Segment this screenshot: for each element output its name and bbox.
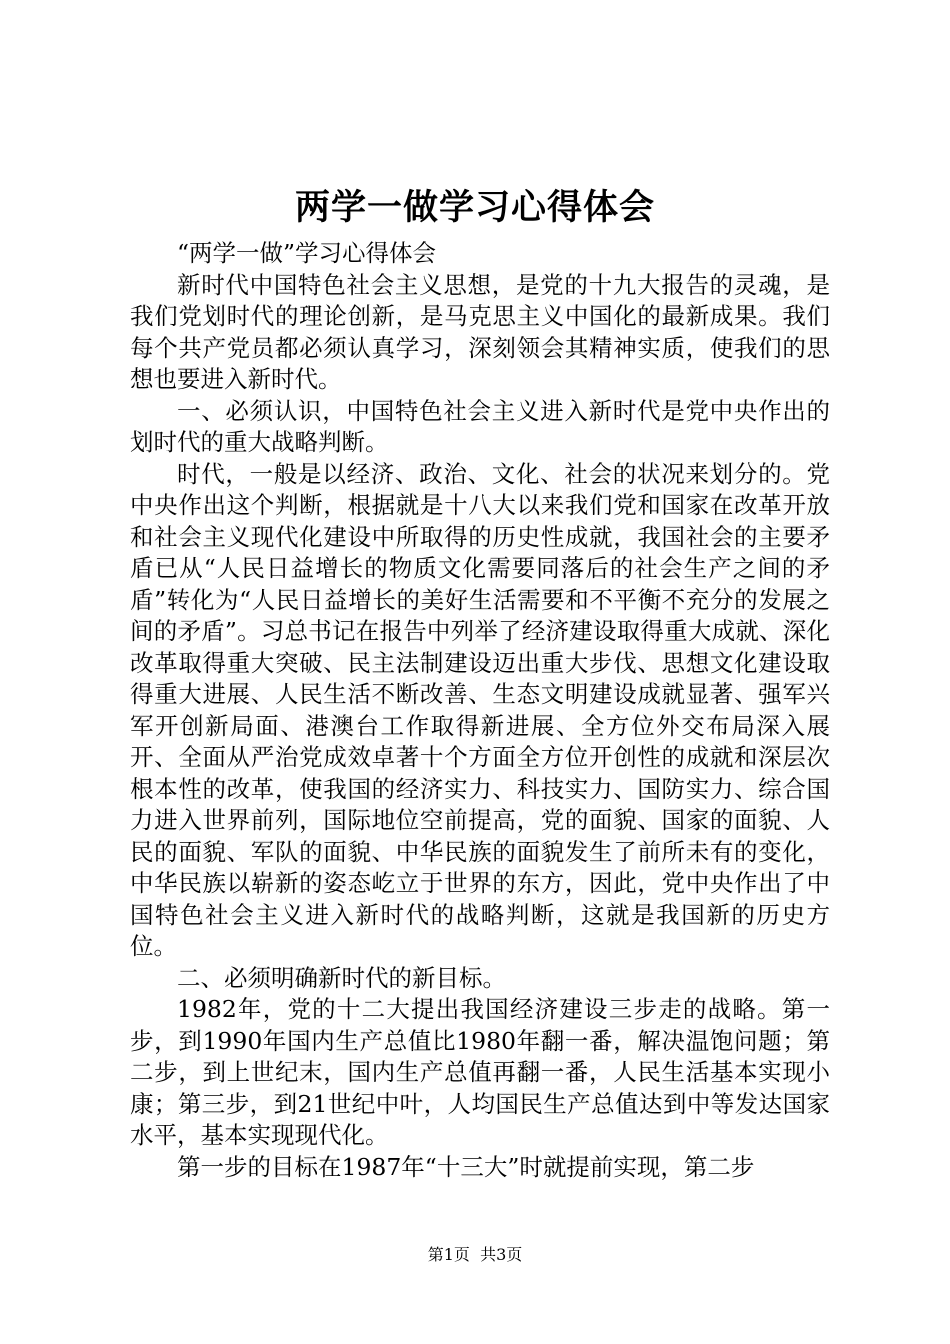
- document-body: [130, 238, 830, 1183]
- paragraph-section-two-heading: 二、必须明确新时代的新目标。: [177, 963, 506, 992]
- paragraph-section-one-body: 时代，一般是以经济、政治、文化、社会的状况来划分的。党中央作出这个判断，根据就是十八大以来我们党和国家在改革开放和社会主义现代化建设中所取得的历史性成就，我国社会的主要矛盾已从“人民日益增长的物质文化需要同落后的社会生产之间的矛盾”转化为“人民日益增长的美好生活需要和不平衡不充分的发展之间的矛盾”。习总书记在报告中列举了经济建设取得重大成就、深化改革取得重大突破、民主法制建设迈出重大步伐、思想文化建设取得重大进展、人民生活不断改善、生态文明建设成就显著、强军兴军开创新局面、港澳台工作取得新进展、全方位外交布局深入展开、全面从严治党成效卓著十个方面全方位开创性的成就和深层次根本性的改革，使我国的经济实力、科技实力、国防实力、综合国力进入世界前列，国际地位空前提高，党的面貌、国家的面貌、人民的面貌、军队的面貌、中华民族的面貌发生了前所未有的变化，中华民族以崭新的姿态屹立于世界的东方，因此，党中央作出了中国特色社会主义进入新时代的战略判断，这就是我国新的历史方位。: [130, 459, 830, 960]
- paragraph-section-one-heading: 一、必须认识，中国特色社会主义进入新时代是党中央作出的划时代的重大战略判断。: [130, 396, 830, 456]
- document-title: 两学一做学习心得体会: [294, 187, 655, 228]
- paragraph-subtitle: “两学一做”学习心得体会: [177, 239, 437, 267]
- page-footer: 第1页 共3页: [427, 1245, 523, 1264]
- paragraph-continued: 第一步的目标在1987年“十三大”时就提前实现，第二步: [177, 1152, 755, 1181]
- paragraph-intro: 新时代中国特色社会主义思想，是党的十九大报告的灵魂，是我们党划时代的理论创新，是马克思主义中国化的最新成果。我们每个共产党员都必须认真学习，深刻领会其精神实质，使我们的思想也要进入新时代。: [130, 270, 830, 393]
- paragraph-section-two-body: 1982年，党的十二大提出我国经济建设三步走的战略。第一步，到1990年国内生产总值比1980年翻一番，解决温饱问题；第二步，到上世纪末，国内生产总值再翻一番，人民生活基本实现小康；第三步，到21世纪中叶，人均国民生产总值达到中等发达国家水平，基本实现现代化。: [130, 995, 830, 1149]
